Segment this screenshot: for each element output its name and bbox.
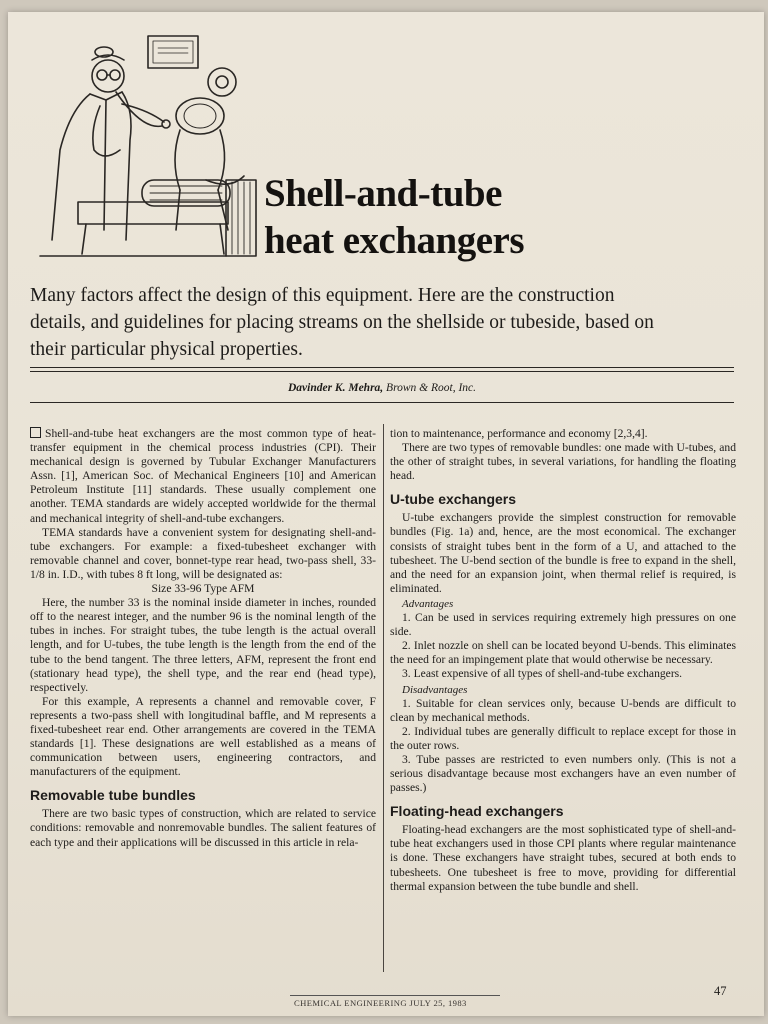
heading-removable-bundles: Removable tube bundles (30, 787, 196, 804)
list-item: 3. Least expensive of all types of shell-and-tube exchangers. (402, 667, 683, 681)
byline (30, 382, 734, 394)
paragraph: Floating-head exchangers are the most sophisticated type of shell-and-tube heat exchangers used in those CPI plants where regular maintenance is done. These exchangers have straight tubes, secured at both ends to tubesheets. One tubesheet is free to move, providing for differential thermal expansion between the tube bundle and shell. (390, 823, 736, 893)
paragraph: tion to maintenance, performance and economy [2,3,4]. (390, 427, 648, 440)
list-item: 2. Individual tubes are generally difficult to replace except for those in the outer rows. (390, 724, 736, 752)
author-name: Davinder K. Mehra, (287, 382, 384, 394)
footer-rule (290, 995, 500, 996)
paragraph: There are two basic types of construction, which are related to service conditions: removable and nonremovable bundles. The salient features of each type and their applications will be discussed in this article in rela- (30, 807, 376, 849)
paragraph: Here, the number 33 is the nominal inside diameter in inches, rounded off to the nearest integer, and the number 96 is the nominal length of the tubes in inches. For straight tubes, the tube length is the actual overall length, and for U-tubes, the tube length is the length from the end of the tube to the bend tangent. The three letters, AFM, represent the front end (stationary head type), the shell type, and the rear end (head type), respectively. (30, 596, 376, 694)
paragraph (30, 427, 376, 526)
list-item: 2. Inlet nozzle on shell can be located beyond U-bends. This eliminates the need for an impingement plate that would otherwise be necessary. (390, 639, 736, 667)
author-affiliation: Brown & Root, Inc. (386, 382, 477, 394)
column-right (390, 427, 736, 894)
heading-utube-exchangers: U-tube exchangers (390, 491, 517, 508)
article-deck: Many factors affect the design of this equipment. Here are the construction details, and guidelines for placing streams on the shellside or tubeside, based on their particular physical properties. (30, 285, 654, 360)
journal-footer: CHEMICAL ENGINEERING JULY 25, 1983 (294, 998, 467, 1008)
heading-floating-head-exchangers: Floating-head exchangers (390, 803, 564, 820)
list-item: 3. Tube passes are restricted to even numbers only. (This is not a serious disadvantage because most exchangers have an even number of passes.) (390, 752, 736, 795)
top-rule (30, 367, 734, 368)
list-item: 1. Suitable for clean services only, because U-bends are difficult to clean by mechanical methods. (390, 696, 736, 724)
disadvantages-label: Disadvantages (402, 683, 468, 696)
article-title (264, 170, 524, 264)
checkbox-square-icon (30, 427, 41, 438)
top-rule-2 (30, 371, 734, 372)
paragraph: There are two types of removable bundles: one made with U-tubes, and the other of straight tubes, in several variations, for handling the floating head. (390, 441, 736, 483)
paragraph: TEMA standards have a convenient system for designating shell-and-tube exchangers. For example: a fixed-tubesheet exchanger with removable channel and cover, bonnet-type rear head, two-pass shell, 33-1/8 in. I.D., with tubes 8 ft long, will be designated as: (30, 525, 376, 581)
paragraph-text: Shell-and-tube heat exchangers are the most common type of heat-transfer equipment in the chemical process industries (CPI). Their mechanical design is governed by Tubular Exchanger Manufacturers Assn. [1], American Soc. of Mechanical Engineers [10] and American Petroleum Institute [11] standards. These usually complement one another. TEMA standards are widely accepted worldwide for the thermal and mechanical integrity of shell-and-tube exchangers. (30, 427, 376, 525)
column-divider (383, 424, 384, 972)
doctor-examining-heat-exchanger-cartoon-icon (30, 30, 258, 262)
page-number: 47 (714, 984, 727, 998)
advantages-label: Advantages (402, 597, 454, 610)
byline-rule (30, 402, 734, 403)
paragraph: For this example, A represents a channel and removable cover, F represents a two-pass shell with longitudinal baffle, and M represents a fixed-tubesheet rear end. Other arrangements are covered in the TEMA standards [1]. These designations are well established as a means of communication between users, engineering contractors, and manufacturers of the equipment. (30, 694, 376, 779)
column-left (30, 427, 376, 850)
title-line-1: Shell-and-tube (264, 172, 502, 215)
paragraph: U-tube exchangers provide the simplest construction for removable bundles (Fig. 1a) and, hence, are the most economical. The exchanger consists of straight tubes bent in the form of a U, and attached to the tubesheet. The U-bend section of the bundle is free to expand in the shell, and the need for an expansion joint, when thermal relief is required, is eliminated. (390, 511, 736, 595)
tema-designation: Size 33-96 Type AFM (151, 582, 255, 596)
title-line-2: heat exchangers (264, 219, 525, 262)
list-item: 1. Can be used in services requiring extremely high pressures on one side. (390, 611, 736, 639)
magazine-page (8, 12, 764, 1016)
